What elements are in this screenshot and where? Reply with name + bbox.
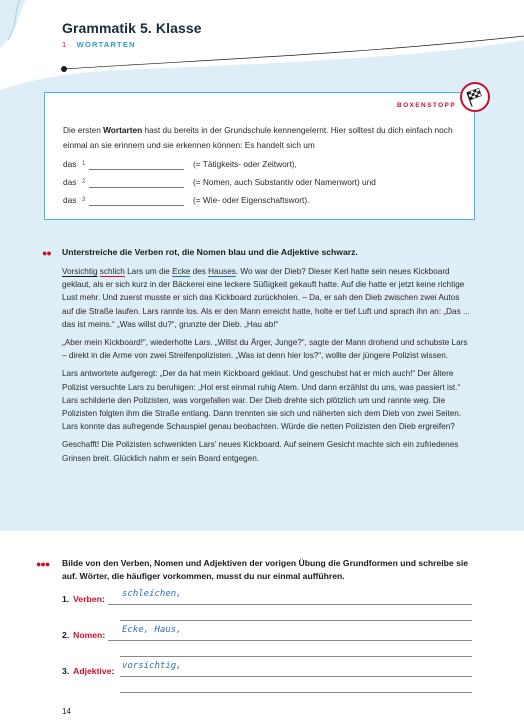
- fill-in-row-2: [63, 177, 463, 189]
- handwritten-answer[interactable]: schleichen,: [122, 589, 182, 599]
- row-hint: (= Tätigkeits- oder Zeitwort),: [193, 159, 297, 169]
- boxenstopp-intro: [63, 123, 463, 152]
- intro-text-before: Die ersten: [63, 125, 104, 135]
- chapter-number: 1: [62, 40, 68, 49]
- answer-line[interactable]: [120, 656, 472, 657]
- answer-line[interactable]: [120, 620, 472, 621]
- answer-line[interactable]: [108, 604, 472, 605]
- chapter-label: WORTARTEN: [76, 40, 136, 49]
- answer-blank-2[interactable]: [89, 187, 184, 188]
- answer-blank-3[interactable]: [89, 205, 184, 206]
- row-prefix: das: [63, 195, 77, 205]
- row-number: 2: [82, 179, 86, 185]
- boxenstopp-box: [44, 92, 475, 220]
- page-title: Grammatik 5. Klasse: [62, 20, 202, 36]
- difficulty-dots-3: ●●●: [36, 559, 50, 569]
- story-text: Lars um die: [124, 267, 173, 276]
- difficulty-dots-2: ●●: [42, 248, 51, 258]
- chapter-subtitle: [62, 40, 202, 49]
- underlined-noun[interactable]: Ecke: [172, 267, 191, 276]
- answer-line[interactable]: [120, 692, 472, 693]
- checkered-flag-graphic: [465, 87, 485, 107]
- fill-in-row-3: [63, 195, 463, 207]
- handwritten-answer[interactable]: vorsichtig,: [122, 661, 182, 671]
- row-prefix: das: [63, 159, 77, 169]
- underlined-verb[interactable]: schlich: [99, 267, 125, 276]
- answer-row-adjektive: [62, 661, 472, 696]
- answer-row-verben: [62, 589, 472, 624]
- answer-label: 2. Nomen:: [62, 630, 106, 640]
- underlined-adjective[interactable]: Vorsichtig: [62, 267, 98, 276]
- answer-label: 3. Adjektive:: [62, 666, 115, 676]
- answer-line[interactable]: [108, 640, 472, 641]
- answer-line[interactable]: [120, 676, 472, 677]
- page-number: 14: [62, 707, 71, 716]
- intro-bold-term: Wortarten: [103, 125, 143, 135]
- underlined-noun[interactable]: Hauses: [208, 267, 236, 276]
- fill-in-row-1: [63, 159, 463, 171]
- exercise-2-instruction: Bilde von den Verben, Nomen und Adjektiven der vorigen Übung die Grundformen und schreibe sie auf. Wörter, die häufiger vorkommen, musst du nur einmal aufführen.: [62, 558, 469, 581]
- answer-row-nomen: [62, 625, 472, 660]
- row-hint: (= Wie- oder Eigenschaftswort).: [193, 195, 310, 205]
- exercise-1-instruction: Unterstreiche die Verben rot, die Nomen blau und die Adjektive schwarz.: [62, 247, 358, 257]
- story-paragraph-2: „Aber mein Kickboard!“, wiederholte Lars. „Willst du Ärger, Junge?“, sagte der Mann drohend und schubste Lars – direkt in die Arme von zwei Streifenpolizisten. „Was ist denn hier los?“, wollte der jüngere Polizist wissen.: [62, 338, 468, 361]
- answer-blank-1[interactable]: [89, 169, 184, 170]
- story-paragraph-4: Geschafft! Die Polizisten schwenkten Lars’ neues Kickboard. Auf seinem Gesicht machte sich ein zufriedenes Grinsen breit. Glücklich nahm er sein Board entgegen.: [62, 440, 459, 463]
- row-number: 3: [82, 197, 86, 203]
- intro-text-after: hast du bereits in der Grundschule kennengelernt. Hier solltest du dich einfach noch einmal an sie erinnern und sie erkennen können: Es handelt sich um: [63, 125, 453, 150]
- page-header: [62, 20, 202, 49]
- row-hint: (= Nomen, auch Substantiv oder Namenwort) und: [193, 177, 376, 187]
- handwritten-answer[interactable]: Ecke, Haus,: [122, 625, 182, 635]
- boxenstopp-heading: BOXENSTOPP: [396, 102, 456, 109]
- story-paragraph-1: [62, 265, 470, 331]
- row-number: 1: [82, 161, 86, 167]
- answer-label: 1. Verben:: [62, 594, 105, 604]
- checkered-flag-icon: [460, 82, 490, 112]
- story-text: des: [190, 267, 209, 276]
- story-paragraph-3: Lars antwortete aufgeregt: „Der da hat mein Kickboard geklaut. Und geschubst hat er mich auch!“ Der ältere Polizist versuchte Lars zu beruhigen: „Hol erst einmal ruhig Atem. Und dann erzählst du uns, was passiert ist.“ Lars schilderte den Polizisten, was vorgefallen war. Der Dieb drehte sich plötzlich um und rannte weg. Die Polizisten folgten ihm die Straße entlang. Dann trennten sie sich und näherten sich dem Dieb von zwei Seiten. Lars konnte das aufregende Schauspiel genau beobachten. Würde die netten Polizisten den Dieb ergreifen?: [62, 369, 462, 432]
- story-text: . Wo war der Dieb? Dieser Kerl hatte sein neues Kickboard geklaut, als er sich kurz in der Bäckerei eine leckere Süßigkeit gekauft hatte. Auf die hatte er jetzt keine richtige Lust mehr. Und zuerst musste er sich das Kickboard zurückholen. – Da, er sah den Dieb zwischen zwei Autos auf die Straße laufen. Lars rannte los. Als er den Mann erreicht hatte, holte er tief Luft und sprach ihn an: „Das ... das ist meins.“ „Was willst du?“, grunzte der Dieb. „Hau ab!“: [62, 267, 470, 329]
- row-prefix: das: [63, 177, 77, 187]
- exercise-1-story: [62, 265, 470, 470]
